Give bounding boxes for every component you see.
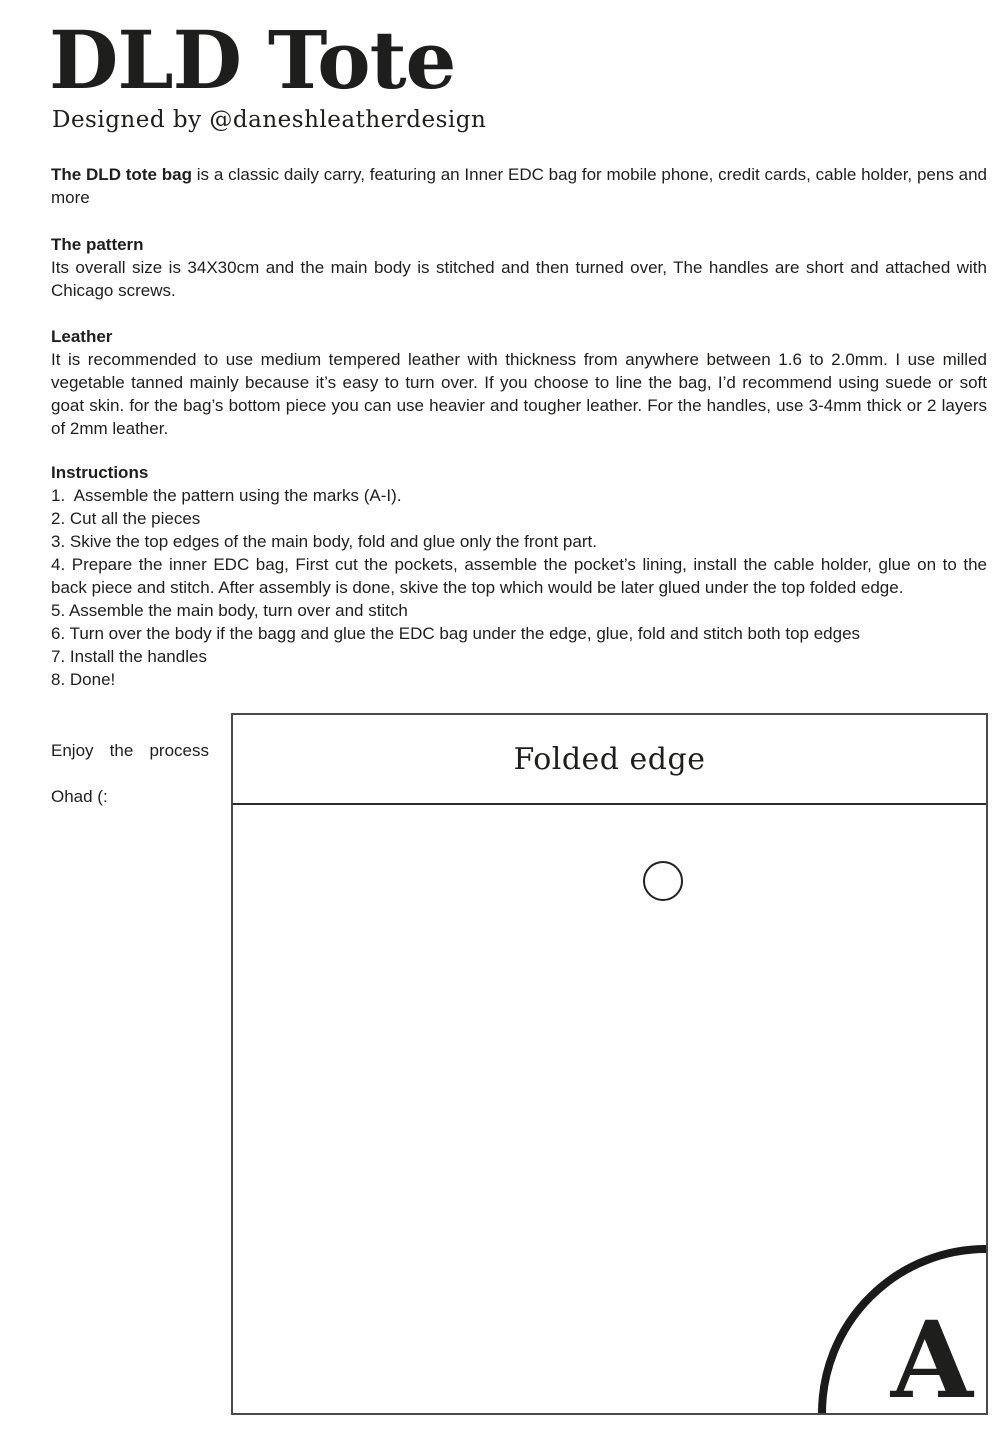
instruction-step: 7. Install the handles [51,647,207,666]
intro-lead-bold: The DLD tote bag [51,165,192,184]
instruction-step: 5. Assemble the main body, turn over and stitch [51,601,408,620]
fold-edge-label: Folded edge [513,741,706,777]
piece-letter-label: A [890,1297,973,1422]
section-leather [51,325,987,440]
section-instructions [51,461,987,691]
instruction-step: 2. Cut all the pieces [51,509,201,528]
section-body-leather: It is recommended to use medium tempered leather with thickness from anywhere between 1.6 to 2.0mm. I use milled vegetable tanned mainly because it’s easy to turn over. If you choose to line the bag, I’d recommend using suede or soft goat skin. for the bag’s bottom piece you can use heavier and tougher leather. For the handles, use 3-4mm thick or 2 layers of 2mm leather. [51,350,987,438]
fold-edge-band [233,715,986,805]
section-heading-instructions: Instructions [51,463,149,482]
section-body-the-pattern: Its overall size is 34X30cm and the main body is stitched and then turned over, The handles are short and attached with Chicago screws. [51,258,987,300]
intro-lead-rest: is a classic daily carry, featuring an Inner EDC bag for mobile phone, credit cards, cable holder, pens and more [51,165,987,207]
instruction-step: 1. Assemble the pattern using the marks (A-I). [51,486,402,505]
page-title: DLD Tote [49,13,456,107]
pattern-piece-outline [231,713,988,1422]
instruction-step: 8. Done! [51,670,116,689]
closing-line: Enjoy the process [51,741,209,760]
punch-hole-circle [643,861,683,901]
instruction-step: 3. Skive the top edges of the main body, fold and glue only the front part. [51,532,597,551]
section-the-pattern [51,233,987,302]
section-heading-leather: Leather [51,327,113,346]
section-heading-the-pattern: The pattern [51,235,144,254]
page-subtitle: Designed by @daneshleatherdesign [52,107,487,133]
instruction-step: 6. Turn over the body if the bagg and glue the EDC bag under the edge, glue, fold and stitch both top edges [51,624,861,643]
instruction-step: 4. Prepare the inner EDC bag, First cut the pockets, assemble the pocket’s lining, install the cable holder, glue on to the back piece and stitch. After assembly is done, skive the top which would be later glued under the top folded edge. [51,555,987,597]
intro-paragraph [51,163,987,209]
closing-signature: Ohad (: [51,787,108,806]
